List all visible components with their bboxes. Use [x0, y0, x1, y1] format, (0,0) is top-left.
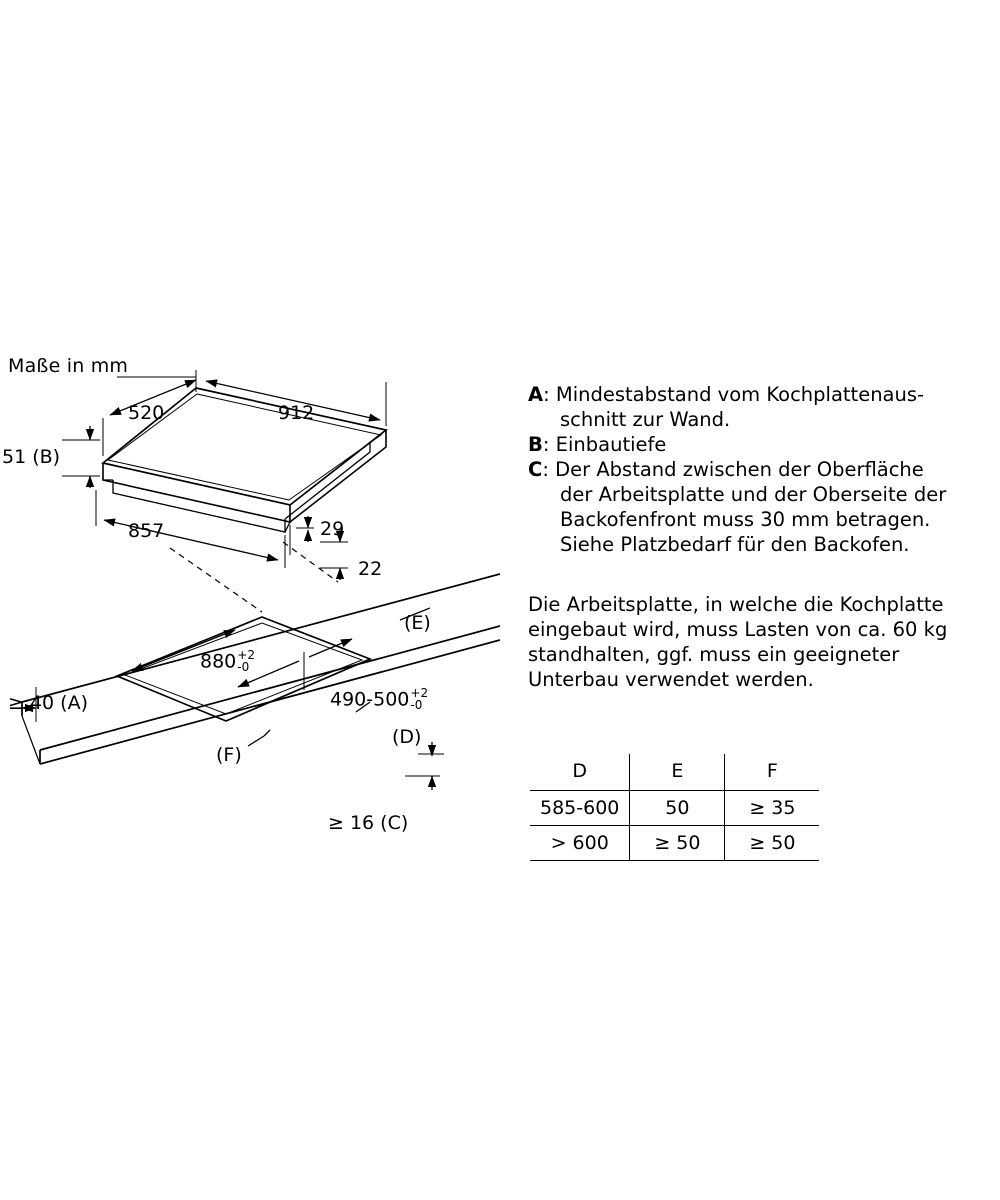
dim-offset-22: 22: [358, 558, 383, 580]
legend-key: C: [528, 458, 543, 481]
dim-worktop-thickness-c: ≥ 16 (C): [328, 812, 409, 834]
hob-installation-drawing: [0, 330, 500, 870]
legend-item-cont: [528, 507, 990, 532]
drawing-svg: [0, 330, 500, 870]
cutout-length-value: 880: [200, 650, 237, 673]
table-body: [530, 791, 819, 861]
legend-text: Siehe Platzbedarf für den Backofen.: [560, 533, 910, 556]
legend-item-cont: [528, 482, 990, 507]
legend-text: schnitt zur Wand.: [560, 408, 731, 431]
table-header-row: [530, 754, 819, 791]
table-cell: ≥ 50: [725, 826, 820, 861]
dim-width-912: 912: [278, 402, 315, 424]
units-label: Maße in mm: [8, 355, 129, 377]
legend-text: Der Abstand zwischen der Oberfläche: [555, 458, 924, 481]
clearance-table: [530, 754, 819, 861]
table-row: [530, 826, 819, 861]
dim-offset-29: 29: [320, 518, 345, 540]
table-cell: ≥ 50: [630, 826, 725, 861]
paragraph-line: eingebaut wird, muss Lasten von ca. 60 kg: [528, 618, 948, 641]
legend-block: [528, 382, 990, 557]
table-head: [530, 754, 819, 791]
legend-item: [528, 432, 990, 457]
table-cell: 585-600: [530, 791, 630, 826]
legend-text: der Arbeitsplatte und der Oberseite der: [560, 483, 947, 506]
paragraph-line: Unterbau verwendet werden.: [528, 668, 814, 691]
cutout-width-value: 490-500: [330, 688, 410, 711]
cutout-width-tolerance: +2 -0: [410, 686, 429, 712]
label-f: (F): [216, 744, 242, 766]
dim-cutout-length: [200, 650, 255, 674]
label-d: (D): [392, 726, 422, 748]
table-cell: ≥ 35: [725, 791, 820, 826]
worktop-note-paragraph: [528, 592, 996, 692]
legend-item: [528, 382, 990, 407]
dim-width-857: 857: [128, 520, 165, 542]
table-cell: > 600: [530, 826, 630, 861]
cutout-length-tolerance: +2 -0: [237, 648, 255, 674]
legend-sep: :: [542, 458, 556, 481]
table-header-f: F: [725, 754, 820, 791]
dim-wall-distance-a: ≥ 40 (A): [8, 692, 88, 714]
legend-text: Einbautiefe: [555, 433, 667, 456]
dim-cutout-width: [330, 688, 428, 712]
legend-key: A: [528, 383, 544, 406]
dim-depth-520: 520: [128, 402, 165, 424]
legend-sep: :: [543, 383, 556, 406]
paragraph-line: Die Arbeitsplatte, in welche die Kochplatte: [528, 593, 944, 616]
legend-item: [528, 457, 990, 482]
paragraph-line: standhalten, ggf. muss ein geeigneter: [528, 643, 900, 666]
legend-key: B: [528, 433, 543, 456]
table-cell: 50: [630, 791, 725, 826]
table-row: [530, 791, 819, 826]
dim-height-51-b: 51 (B): [2, 446, 61, 468]
legend-text: Mindestabstand vom Kochplattenaus-: [555, 383, 925, 406]
legend-sep: :: [542, 433, 556, 456]
legend-item-cont: [528, 532, 990, 557]
table-header-d: D: [572, 760, 588, 782]
table-header-e: E: [630, 754, 725, 791]
legend-item-cont: [528, 407, 990, 432]
legend-text: Backofenfront muss 30 mm betragen.: [560, 508, 931, 531]
label-e: (E): [404, 612, 431, 634]
